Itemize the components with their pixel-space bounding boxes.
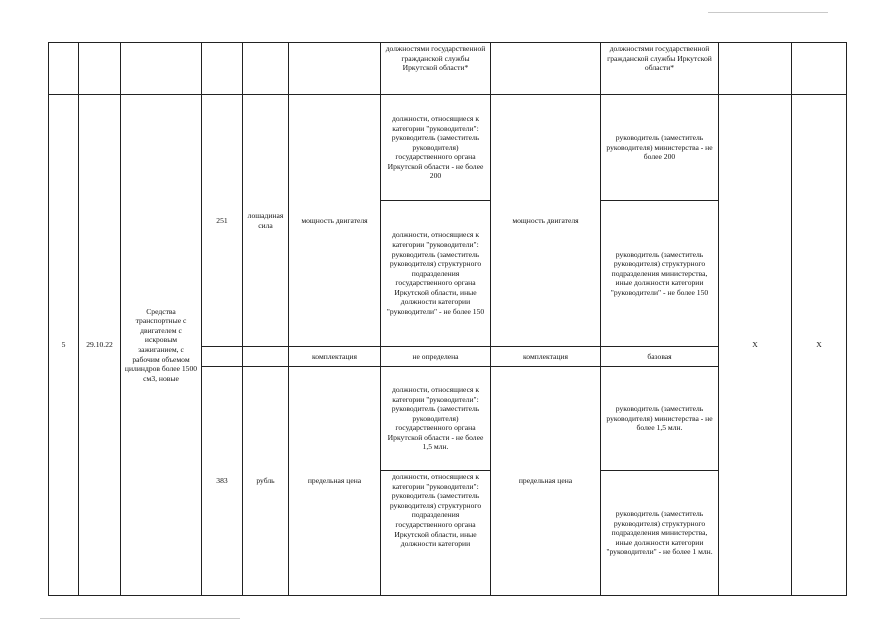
cell-empty — [79, 43, 121, 95]
equipment-value: не определена — [381, 347, 491, 367]
cell-empty — [49, 43, 79, 95]
cell-empty — [202, 347, 243, 367]
characteristic-power-approved: мощность двигателя — [491, 95, 601, 347]
cell-empty — [719, 43, 792, 95]
price-value-b: должности, относящиеся к категории "руководители": руководитель (заместитель руководителя) структурного подразделения государственного органа Иркутской области, иные должности категории — [381, 471, 491, 596]
scan-artifact-bottom — [40, 618, 240, 619]
scan-artifact-top — [708, 12, 828, 13]
row-number: 5 — [49, 95, 79, 596]
characteristic-equipment: комплектация — [289, 347, 381, 367]
unit-power: лошадиная сила — [243, 95, 289, 347]
okei-code-price: 383 — [202, 367, 243, 596]
power-row-a — [49, 95, 847, 201]
cell-empty — [491, 43, 601, 95]
unit-price: рубль — [243, 367, 289, 596]
cell-empty — [121, 43, 202, 95]
price-approved-b: руководитель (заместитель руководителя) структурного подразделения министерства, иные должности категории "руководители" - не более 1 млн. — [601, 471, 719, 596]
continuation-text-left: должностями государственной гражданской службы Иркутской области* — [381, 43, 491, 95]
characteristic-price-approved: предельная цена — [491, 367, 601, 596]
price-value-a: должности, относящиеся к категории "руководители": руководитель (заместитель руководителя) государственного органа Иркутской области - не более 1,5 млн. — [381, 367, 491, 471]
cell-empty — [202, 43, 243, 95]
okpd2-code: 29.10.22 — [79, 95, 121, 596]
cell-empty — [243, 43, 289, 95]
cell-empty — [289, 43, 381, 95]
characteristic-equipment-approved: комплектация — [491, 347, 601, 367]
equipment-approved: базовая — [601, 347, 719, 367]
okei-code-power: 251 — [202, 95, 243, 347]
col10-value: X — [792, 95, 847, 596]
item-name: Средства транспортные с двигателем с искровым зажиганием, с рабочим объемом цилиндров более 1500 см3, новые — [121, 95, 202, 596]
characteristic-power: мощность двигателя — [289, 95, 381, 347]
characteristic-price: предельная цена — [289, 367, 381, 596]
cell-empty — [792, 43, 847, 95]
cell-empty — [243, 347, 289, 367]
power-approved-b: руководитель (заместитель руководителя) структурного подразделения министерства, иные должности категории "руководители" - не более 150 — [601, 201, 719, 347]
continuation-text-right: должностями государственной гражданской службы Иркутской области* — [601, 43, 719, 95]
price-approved-a: руководитель (заместитель руководителя) министерства - не более 1,5 млн. — [601, 367, 719, 471]
col9-value: X — [719, 95, 792, 596]
power-approved-a: руководитель (заместитель руководителя) министерства - не более 200 — [601, 95, 719, 201]
continuation-row — [49, 43, 847, 95]
power-value-b: должности, относящиеся к категории "руководители": руководитель (заместитель руководителя) структурного подразделения государственного органа Иркутской области, иные должности категории "руководители" - не более 150 — [381, 201, 491, 347]
power-value-a: должности, относящиеся к категории "руководители": руководитель (заместитель руководителя) государственного органа Иркутской области - не более 200 — [381, 95, 491, 201]
requirements-table — [48, 42, 847, 596]
